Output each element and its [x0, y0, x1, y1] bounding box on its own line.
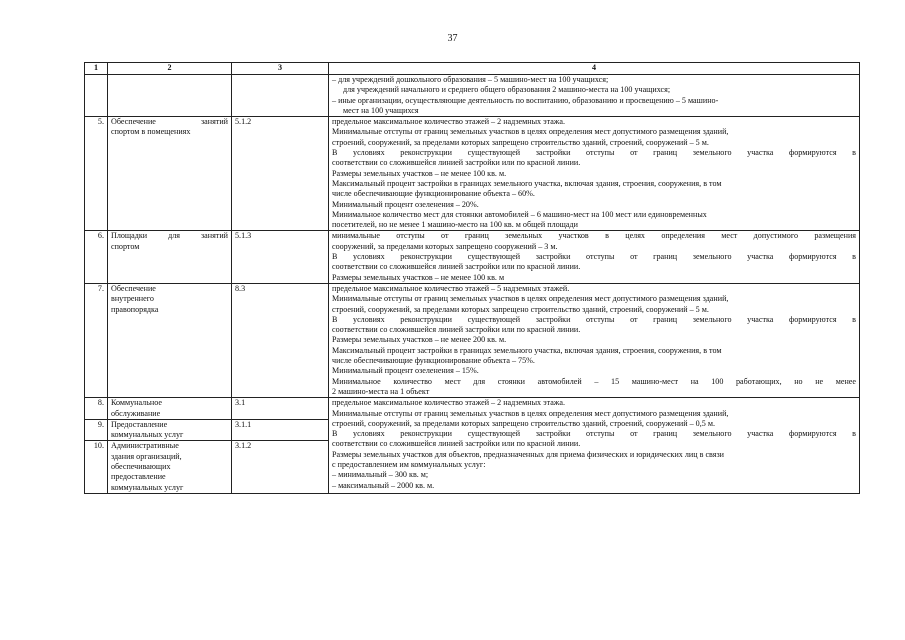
text-line: – иные организации, осуществляющие деятельность по воспитанию, образованию и просвещению – 5 машино- [332, 95, 719, 105]
empty-name-cell [108, 75, 232, 117]
row-name-cell [108, 398, 232, 420]
header-row [85, 63, 860, 75]
text-line: Максимальный процент застройки в границах земельного участка, включая здания, строения, сооружения, в том [332, 345, 722, 355]
text-line: В условиях реконструкции существующей застройки отступы от границ земельного участка формируются в [332, 314, 856, 324]
table-row [85, 117, 860, 231]
row-name-line: Обеспечение занятий [111, 117, 228, 127]
row-code: 3.1 [232, 398, 329, 420]
row-name-line: правопорядка [111, 304, 159, 314]
row-number: 5. [85, 117, 108, 231]
text-line: соответствии со сложившейся линией застройки или по красной линии. [332, 262, 581, 272]
row-name-line: Административные [111, 441, 179, 451]
text-line: сооружений, за пределами которых запрещено сооружений – 3 м. [332, 241, 558, 251]
text-line: посетителей, но не менее 1 машино-место на 100 кв. м общей площади [332, 220, 578, 230]
text-line: предельное максимальное количество этажей – 2 надземных этажа. [332, 117, 566, 127]
text-line: с предоставлением им коммунальных услуг: [332, 459, 486, 469]
row-text-cell [329, 283, 860, 397]
text-line: строений, сооружений, за пределами которых запрещено строительство зданий, строений, сооружений – 0,5 м. [332, 418, 715, 428]
row-name-line: внутреннего [111, 294, 154, 304]
row-name-cell [108, 231, 232, 283]
row-name-line: Площадки для занятий [111, 231, 228, 241]
table-row [85, 231, 860, 283]
header-col-3: 3 [232, 63, 329, 75]
row-code: 5.1.2 [232, 117, 329, 231]
row-name-cell [108, 117, 232, 231]
shared-text-cell [329, 398, 860, 494]
text-line: соответствии со сложившейся линией застройки или по красной линии. [332, 325, 581, 335]
table-row [85, 398, 860, 420]
continuation-text-cell [329, 75, 860, 117]
row-name-line: спортом [111, 241, 140, 251]
row-code: 3.1.1 [232, 419, 329, 441]
text-line: Минимальное количество мест для стоянки автомобилей – 15 машино-мест на 100 работающих, но не менее [332, 376, 856, 386]
row-name-line: обеспечивающих [111, 461, 171, 471]
text-line: – для учреждений дошкольного образования – 5 машино-мест на 100 учащихся; [332, 75, 609, 84]
text-line: соответствии со сложившейся линией застройки или по красной линии. [332, 439, 581, 449]
row-code: 5.1.3 [232, 231, 329, 283]
text-line: В условиях реконструкции существующей застройки отступы от границ земельного участка формируются в [332, 429, 856, 439]
text-line: предельное максимальное количество этажей – 5 надземных этажей. [332, 283, 570, 293]
text-line: мест на 100 учащихся [343, 105, 419, 115]
text-line: Минимальное количество мест для стоянки автомобилей – 6 машино-мест на 100 мест или единовременных [332, 209, 707, 219]
text-line: минимальные отступы от границ земельных участков в целях определения мест допустимого размещения [332, 231, 856, 241]
text-line: строений, сооружений, за пределами которых запрещено строительство зданий, строений, сооружений – 5 м. [332, 137, 709, 147]
page-number: 37 [447, 33, 458, 44]
header-col-1: 1 [85, 63, 108, 75]
row-name-line: спортом в помещениях [111, 127, 191, 137]
header-col-2: 2 [108, 63, 232, 75]
row-name-line: обслуживание [111, 408, 161, 418]
text-line: предельное максимальное количество этажей – 2 надземных этажа. [332, 398, 566, 408]
row-number: 9. [85, 419, 108, 441]
empty-code-cell [232, 75, 329, 117]
row-number: 7. [85, 283, 108, 397]
row-number: 10. [85, 441, 108, 493]
text-line: Минимальный процент озеленения – 15%. [332, 366, 479, 376]
row-name-cell [108, 283, 232, 397]
text-line: соответствии со сложившейся линией застройки или по красной линии. [332, 158, 581, 168]
row-text-cell [329, 231, 860, 283]
row-name-line: здания организаций, [111, 451, 182, 461]
table-row [85, 283, 860, 397]
text-line: Максимальный процент застройки в границах земельного участка, включая здания, строения, сооружения, в том [332, 178, 722, 188]
row-number: 6. [85, 231, 108, 283]
text-line: Размеры земельных участков для объектов, предназначенных для приема физических и юридических лиц в связи [332, 449, 725, 459]
row-text-cell [329, 117, 860, 231]
text-line: – минимальный – 300 кв. м; [332, 470, 429, 480]
empty-num-cell [85, 75, 108, 117]
regulations-table [84, 62, 860, 494]
continuation-row [85, 75, 860, 117]
text-line: Размеры земельных участков – не менее 200 кв. м. [332, 335, 507, 345]
text-line: для учреждений начального и среднего общего образования 2 машино-места на 100 учащихся; [343, 85, 671, 95]
text-line: Минимальный процент озеленения – 20%. [332, 199, 479, 209]
text-line: Минимальные отступы от границ земельных участков в целях определения мест допустимого размещения зданий, [332, 408, 729, 418]
text-line: числе обеспечивающие функционирование объекта – 60%. [332, 189, 535, 199]
text-line: строений, сооружений, за пределами которых запрещено строительство зданий, строений, сооружений – 5 м. [332, 304, 709, 314]
row-name-cell [108, 441, 232, 493]
text-line: 2 машино-места на 1 объект [332, 386, 430, 396]
row-name-line: Предоставление [111, 419, 168, 429]
text-line: В условиях реконструкции существующей застройки отступы от границ земельного участка формируются в [332, 148, 856, 158]
row-name-cell [108, 419, 232, 441]
text-line: Минимальные отступы от границ земельных участков в целях определения мест допустимого размещения зданий, [332, 127, 729, 137]
row-name-line: предоставление [111, 472, 166, 482]
text-line: Размеры земельных участков – не менее 100 кв. м. [332, 168, 507, 178]
row-code: 3.1.2 [232, 441, 329, 493]
row-name-line: Обеспечение [111, 283, 156, 293]
text-line: В условиях реконструкции существующей застройки отступы от границ земельного участка формируются в [332, 252, 856, 262]
text-line: – максимальный – 2000 кв. м. [332, 480, 435, 490]
row-code: 8.3 [232, 283, 329, 397]
row-name-line: Коммунальное [111, 398, 162, 408]
row-number: 8. [85, 398, 108, 420]
header-col-4: 4 [329, 63, 860, 75]
row-name-line: коммунальных услуг [111, 430, 184, 440]
text-line: Минимальные отступы от границ земельных участков в целях определения мест допустимого размещения зданий, [332, 294, 729, 304]
row-name-line: коммунальных услуг [111, 482, 184, 492]
text-line: Размеры земельных участков – не менее 100 кв. м [332, 272, 505, 282]
text-line: числе обеспечивающие функционирование объекта – 75%. [332, 356, 535, 366]
